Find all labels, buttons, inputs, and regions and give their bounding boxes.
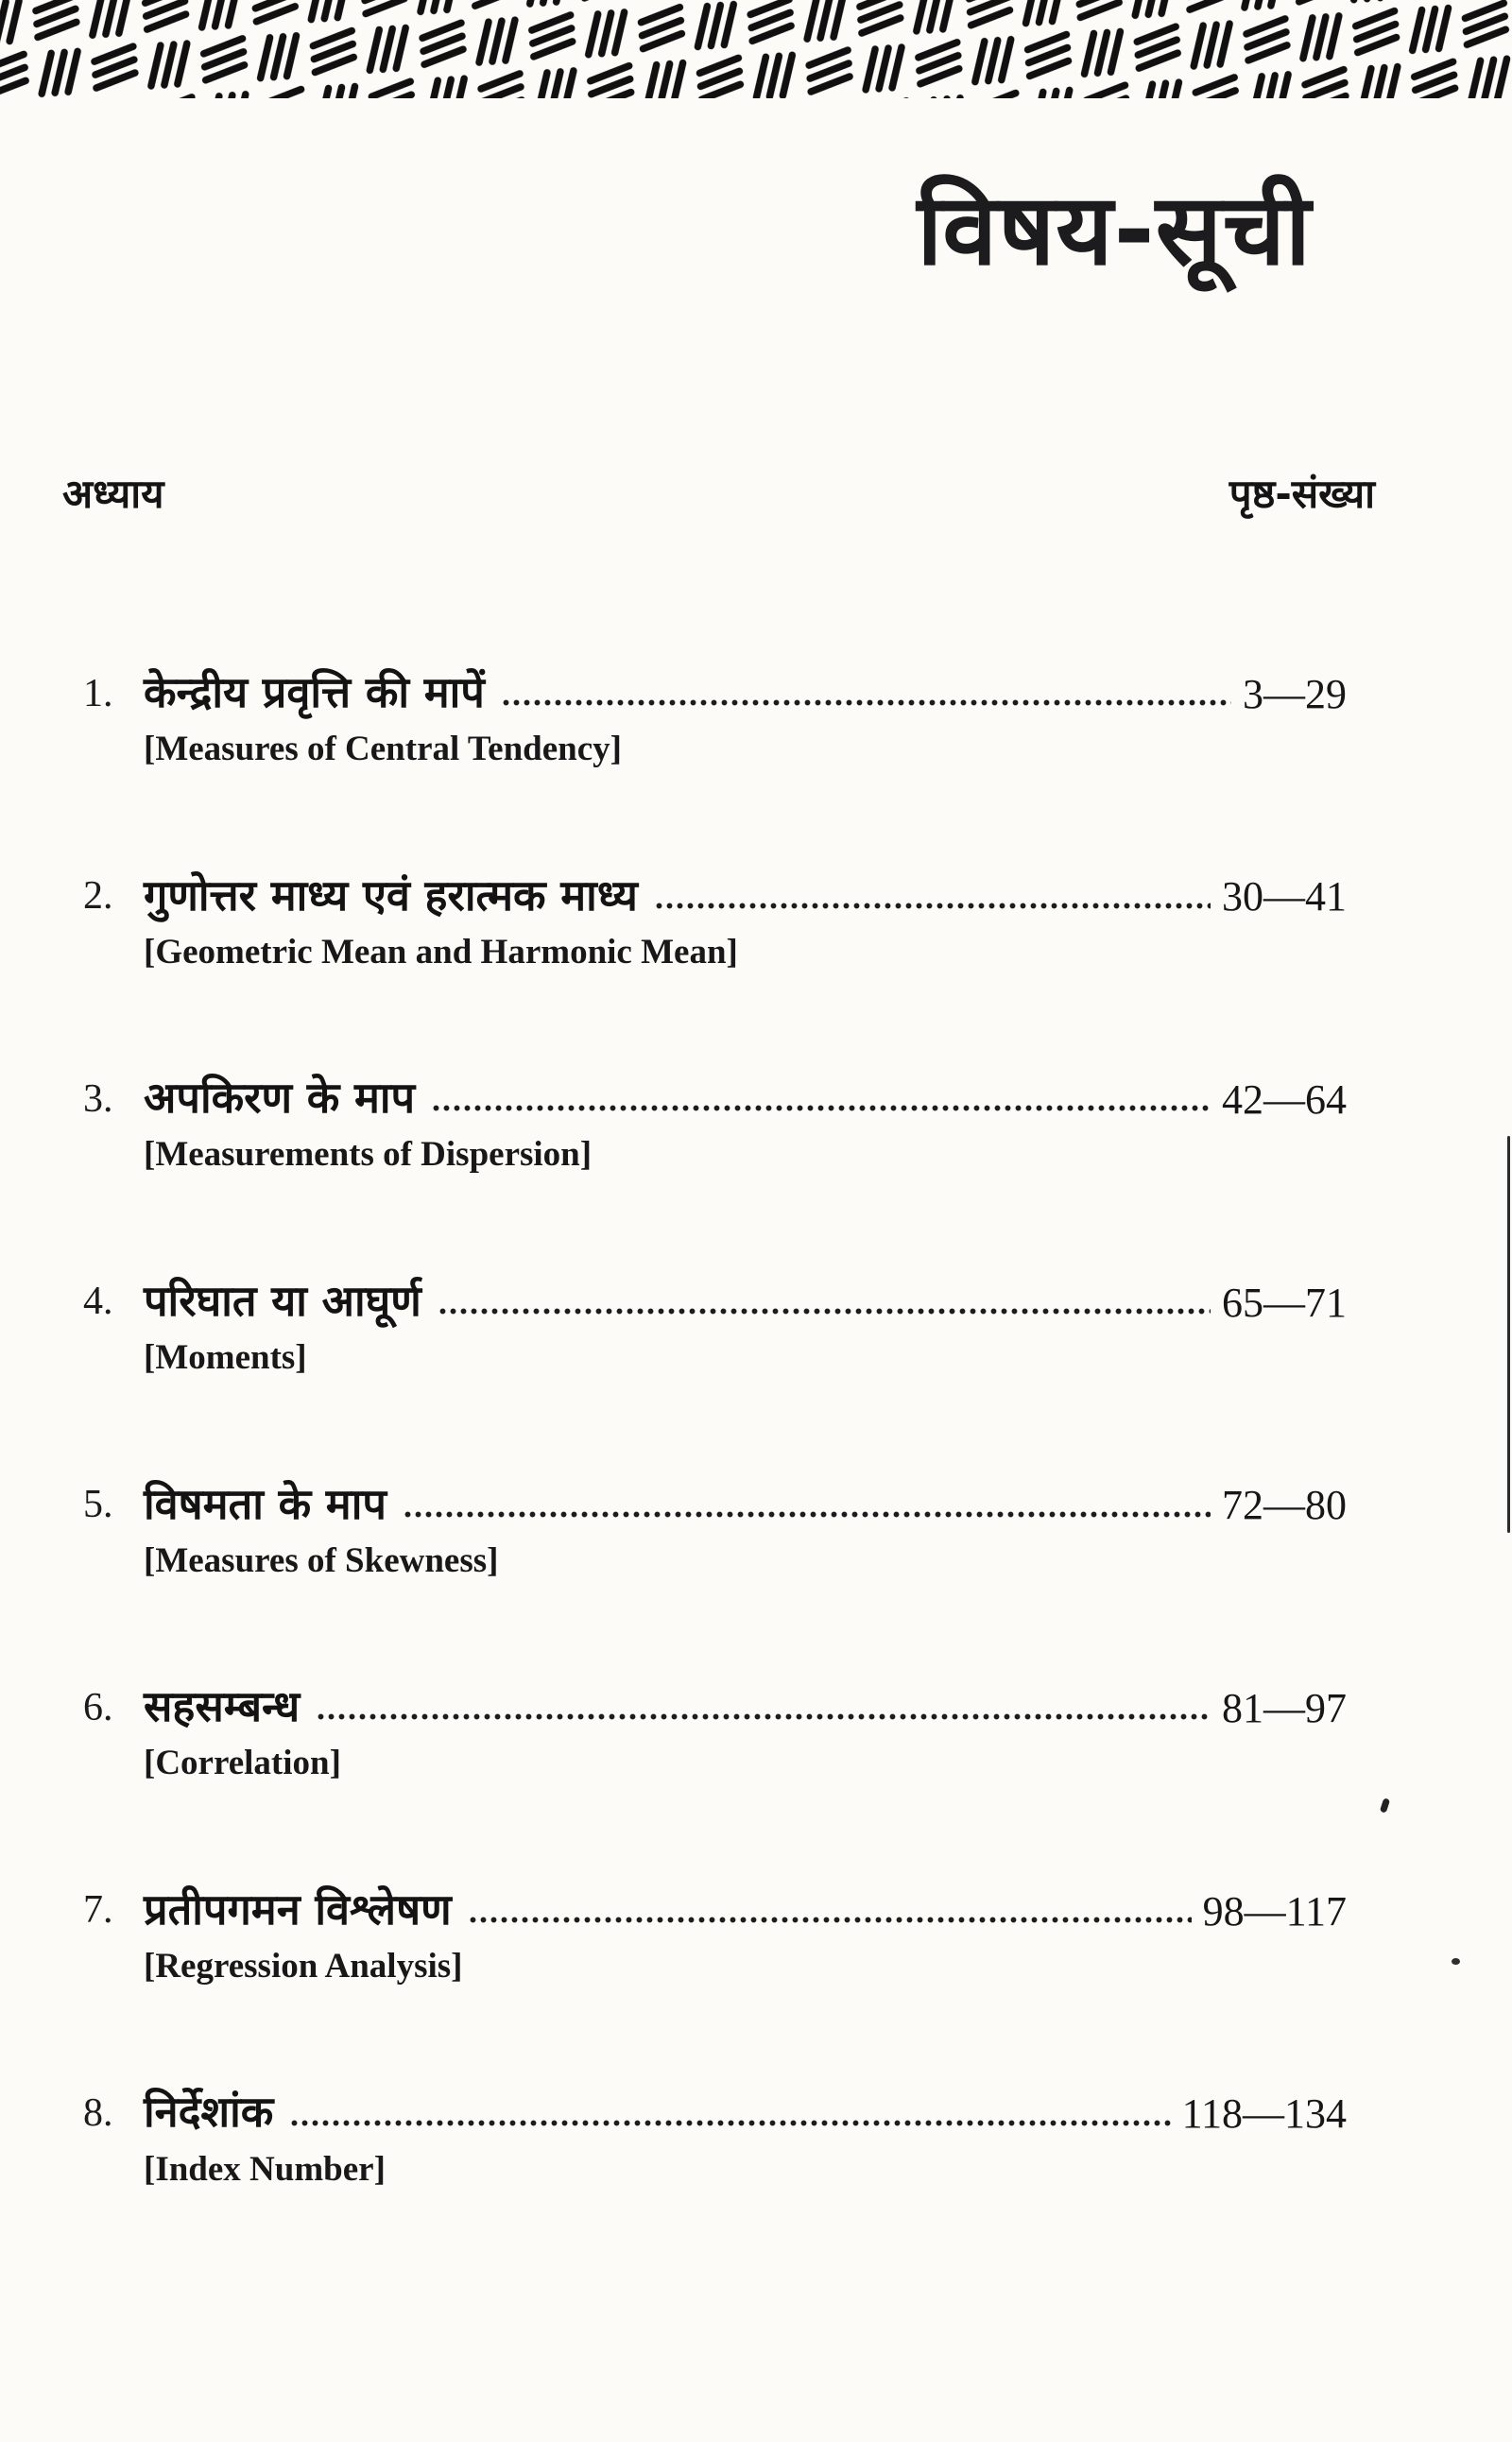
- entry-line: [0, 2087, 1512, 2137]
- entry-title-english: [Measures of Central Tendency]: [144, 730, 622, 769]
- entry-number: 1.: [83, 671, 113, 715]
- entry-title-hindi: विषमता के माप: [144, 1478, 387, 1529]
- entry-number: 2.: [83, 874, 113, 919]
- dot-leader: [317, 1712, 1211, 1721]
- dot-leader: [502, 698, 1231, 707]
- entry-page-range: 118—134: [1181, 2090, 1347, 2138]
- dot-leader: [404, 1510, 1211, 1519]
- entry-line: [0, 667, 1512, 717]
- entry-line: [0, 1884, 1512, 1935]
- entry-title-hindi: परिघात या आघूर्ण: [144, 1275, 421, 1326]
- entry-number: 7.: [83, 1888, 113, 1933]
- entry-title-hindi: सहसम्बन्ध: [144, 1681, 301, 1732]
- entry-title-english: [Correlation]: [144, 1744, 341, 1783]
- toc-entry: [0, 667, 1512, 770]
- entry-page-range: 30—41: [1222, 873, 1347, 920]
- entry-title-hindi: गुणोत्तर माध्य एवं हरात्मक माध्य: [144, 869, 638, 920]
- entry-title-english: [Geometric Mean and Harmonic Mean]: [144, 932, 738, 972]
- entry-page-range: 72—80: [1222, 1482, 1347, 1529]
- toc-entry: [0, 1276, 1512, 1379]
- entry-title-english: [Index Number]: [144, 2149, 386, 2189]
- dot-leader: [469, 1916, 1192, 1924]
- page-title: विषय-सूची: [917, 172, 1312, 287]
- entry-number: 6.: [83, 1685, 113, 1729]
- entry-number: 5.: [83, 1483, 113, 1527]
- toc-entry: [0, 870, 1512, 973]
- entry-line: [0, 870, 1512, 920]
- toc-entry: [0, 1884, 1512, 1987]
- entry-page-range: 65—71: [1222, 1279, 1347, 1326]
- entry-title-hindi: निर्देशांक: [144, 2087, 274, 2138]
- dot-leader: [655, 902, 1211, 910]
- ink-speck: [1452, 1958, 1460, 1965]
- entry-line: [0, 1479, 1512, 1529]
- entry-number: 3.: [83, 1076, 113, 1121]
- tread-plate-pattern: [0, 0, 1512, 98]
- entry-title-english: [Measures of Skewness]: [144, 1540, 499, 1580]
- toc-header-row: [0, 471, 1512, 518]
- entry-title-hindi: केन्द्रीय प्रवृत्ति की मापें: [144, 667, 485, 717]
- dot-leader: [438, 1307, 1211, 1316]
- toc-entries: [0, 667, 1512, 2290]
- entry-line: [0, 1681, 1512, 1731]
- entry-title-english: [Regression Analysis]: [144, 1946, 463, 1986]
- entry-number: 4.: [83, 1280, 113, 1324]
- toc-entry: [0, 2087, 1512, 2190]
- entry-line: [0, 1276, 1512, 1326]
- cover-texture-band: [0, 0, 1512, 98]
- entry-title-english: [Measurements of Dispersion]: [144, 1135, 593, 1175]
- dot-leader: [290, 2119, 1170, 2127]
- entry-page-range: 3—29: [1243, 670, 1347, 717]
- toc-entry: [0, 1681, 1512, 1784]
- column-header-chapter: अध्याय: [62, 471, 164, 517]
- toc-entry: [0, 1073, 1512, 1176]
- dot-leader: [432, 1104, 1211, 1112]
- entry-title-hindi: अपकिरण के माप: [144, 1073, 416, 1124]
- column-header-pages: पृष्ठ-संख्या: [1228, 471, 1375, 517]
- entry-title-english: [Moments]: [144, 1338, 307, 1378]
- entry-number: 8.: [83, 2091, 113, 2136]
- entry-page-range: 98—117: [1202, 1887, 1347, 1935]
- entry-page-range: 42—64: [1222, 1075, 1347, 1123]
- entry-page-range: 81—97: [1222, 1684, 1347, 1731]
- entry-line: [0, 1073, 1512, 1123]
- scan-edge-line: [1507, 1136, 1510, 1533]
- entry-title-hindi: प्रतीपगमन विश्लेषण: [144, 1883, 452, 1935]
- toc-entry: [0, 1479, 1512, 1582]
